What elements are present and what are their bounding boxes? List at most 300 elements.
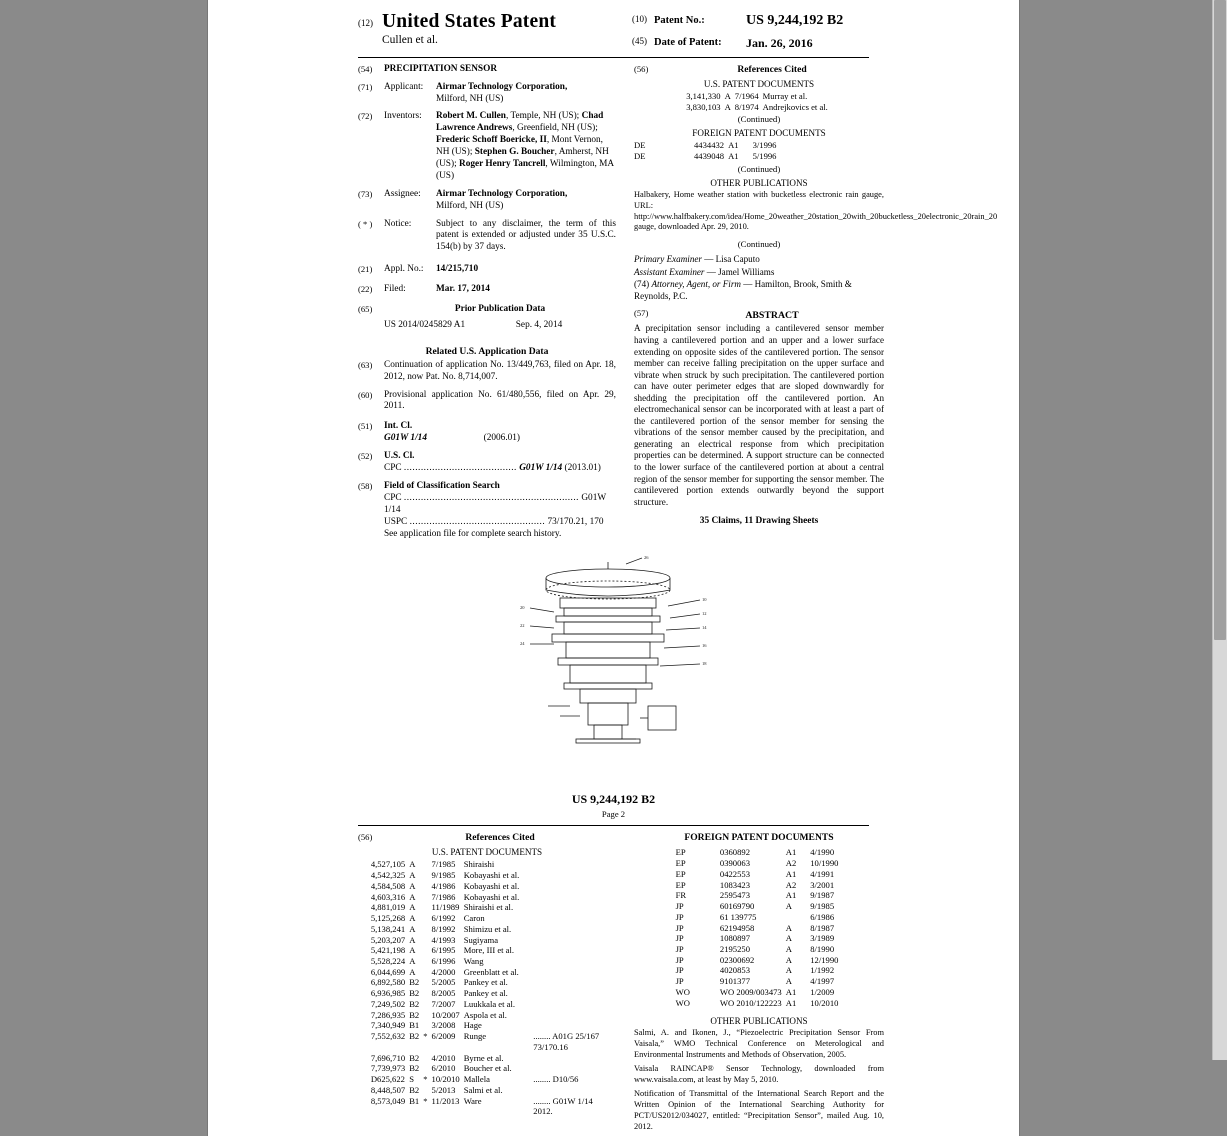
- date-cell: 10/2007: [431, 1009, 460, 1020]
- table-row: [371, 1031, 603, 1042]
- cpc-value: G01W 1/14: [519, 463, 563, 474]
- doc-number-cell: 2595473: [719, 890, 750, 901]
- search-note: See application file for complete search history.: [384, 528, 562, 539]
- table-row: [371, 1042, 603, 1053]
- search-uspc-row: [384, 517, 616, 529]
- kind-code-cell: A1: [785, 868, 797, 879]
- doc-number-cell: 9101377: [719, 976, 750, 987]
- prior-publication-date: Sep. 4, 2014: [515, 319, 563, 330]
- cpc-dots: ........................................: [403, 463, 517, 474]
- kind-code-cell: A: [724, 90, 731, 101]
- assignee-cell: Aspola et al.: [463, 1009, 507, 1020]
- code-10: (10): [632, 14, 647, 24]
- country-cell: EP: [675, 879, 686, 890]
- field-applicant: [358, 82, 616, 106]
- assignee-cell: Luukkala et al.: [463, 998, 515, 1009]
- primary-examiner-name: Lisa Caputo: [715, 254, 760, 265]
- date-cell: 10/2010: [431, 1074, 460, 1085]
- primary-examiner-label: Primary Examiner: [634, 254, 702, 265]
- table-row: [371, 1085, 603, 1096]
- date-cell: 3/1989: [810, 933, 835, 944]
- table-row: [371, 956, 603, 967]
- page2-code-56: (56): [358, 832, 373, 843]
- assignee-value: [436, 189, 616, 213]
- asterisk-cell: [423, 892, 431, 903]
- code-22: (22): [358, 284, 373, 295]
- patent-number-cell: 3,141,330: [686, 90, 721, 101]
- search-uspc-value: 73/170.21, 170: [547, 516, 604, 527]
- date-of-patent: Jan. 26, 2016: [746, 36, 813, 51]
- svg-text:16: 16: [702, 643, 707, 649]
- date-cell: 4/1990: [810, 847, 835, 858]
- kind-code-cell: A1: [728, 140, 739, 151]
- table-row: [676, 955, 843, 966]
- svg-text:18: 18: [702, 661, 707, 667]
- country-cell: JP: [675, 954, 684, 965]
- table-row: [371, 1053, 603, 1064]
- kind-code-cell: A: [409, 902, 416, 913]
- us-patent-documents-table: [686, 91, 832, 112]
- doc-number-cell: 0422553: [719, 868, 750, 879]
- assignee-cell: Wang: [463, 956, 484, 966]
- search-cpc-value: G01W 1/14: [384, 492, 606, 515]
- doc-number-cell: 0360892: [719, 847, 750, 858]
- patent-number-cell: 5,421,198: [370, 945, 406, 956]
- date-cell: 1/2009: [810, 986, 835, 997]
- header-right: [620, 12, 882, 52]
- assignee-cell: Kobayashi et al.: [463, 891, 520, 902]
- table-row: [676, 976, 843, 987]
- code-52: (52): [358, 451, 373, 462]
- table-row: [676, 901, 843, 912]
- class-cell: [523, 913, 603, 924]
- page2-columns: [208, 826, 1019, 1135]
- patent-number-cell: 5,203,207: [370, 934, 406, 945]
- class-cell: [523, 967, 603, 978]
- asterisk-cell: [423, 1106, 431, 1117]
- kind-code-cell: [409, 1106, 423, 1117]
- kind-code-cell: A: [409, 934, 416, 945]
- date-cell: 7/1985: [431, 859, 456, 870]
- class-cell: [523, 977, 603, 988]
- patent-number-cell: 5,125,268: [370, 913, 406, 924]
- asterisk-cell: [423, 1010, 431, 1021]
- kind-code-cell: A: [409, 870, 416, 881]
- kind-code-cell: A1: [785, 847, 797, 858]
- date-of-patent-label: Date of Patent:: [654, 37, 722, 49]
- applicant-value: [436, 82, 616, 106]
- search-uspc-dots: ................................................: [409, 516, 546, 527]
- date-cell: 3/2001: [810, 879, 835, 890]
- kind-code-cell: A: [409, 923, 416, 934]
- right-column: [626, 63, 998, 547]
- class-cell: [523, 870, 603, 881]
- country-cell: FR: [675, 890, 687, 901]
- svg-text:24: 24: [520, 641, 525, 647]
- attorney-row: (74) Attorney, Agent, or Firm — Hamilton, Brook, Smith & Reynolds, P.C.: [634, 278, 852, 302]
- asterisk-cell: [423, 913, 431, 924]
- asterisk-cell: [423, 1053, 431, 1064]
- continued-marker-1: (Continued): [737, 114, 781, 125]
- kind-code-cell: B2: [409, 1063, 420, 1074]
- asterisk-cell: [423, 859, 431, 870]
- kind-code-cell: [786, 912, 801, 923]
- patent-number-cell: 5,138,241: [370, 923, 406, 934]
- table-row: [371, 1074, 603, 1085]
- table-row: [371, 1010, 603, 1021]
- notice-label: Notice:: [384, 218, 412, 229]
- field-us-cl: [358, 451, 616, 475]
- page2-references-cited-head: References Cited: [465, 832, 535, 844]
- assignee-cell: Sugiyama: [463, 934, 499, 945]
- kind-code-cell: A: [409, 913, 416, 924]
- kind-code-cell: [409, 1042, 423, 1053]
- other-publication-item: Halbakery, Home weather station with bucketless electronic rain gauge, URL: http://www.halfbakery.com/idea/Home_20weather_20station_20with_20bucketless_20electronic_20rain_20 gauge, downloaded Apr. 29, 2010.: [634, 189, 998, 232]
- page2-right-column: [626, 832, 884, 1135]
- kind-code-cell: A: [409, 966, 416, 977]
- search-uspc-label: USPC: [384, 516, 408, 527]
- date-cell: 4/2000: [431, 966, 456, 977]
- kind-code-cell: A: [409, 859, 416, 870]
- code-74: (74): [634, 278, 650, 289]
- code-54: (54): [358, 63, 373, 74]
- patent-number-cell: 4,881,019: [370, 902, 406, 913]
- svg-text:22: 22: [520, 623, 525, 629]
- kind-code-cell: A1: [728, 150, 739, 161]
- kind-code-cell: A2: [785, 858, 797, 869]
- kind-code-cell: B2: [409, 1031, 420, 1042]
- class-cell: ........ A01G 25/167: [533, 1031, 600, 1042]
- kind-code-cell: B2: [409, 1084, 420, 1095]
- date-cell: 10/1990: [810, 858, 839, 869]
- svg-text:10: 10: [702, 597, 707, 603]
- attorney-label: Attorney, Agent, or Firm: [651, 278, 741, 289]
- svg-text:14: 14: [702, 625, 707, 631]
- assignee-cell: Mallela: [463, 1074, 490, 1085]
- patent-header: [208, 6, 1019, 52]
- attorney-name: Hamilton, Brook, Smith & Reynolds, P.C.: [634, 278, 852, 302]
- date-cell: 8/1992: [431, 923, 456, 934]
- patent-no-label: Patent No.:: [654, 15, 705, 26]
- page2-patent-number: US 9,244,192 B2: [571, 792, 656, 807]
- patent-page: [208, 0, 1019, 1136]
- code-45: (45): [632, 36, 647, 47]
- cpc-row: [384, 463, 616, 475]
- notice-text: Subject to any disclaimer, the term of this patent is extended or adjusted under 35 U.S.C. 154(b) by 37 days.: [436, 218, 616, 253]
- abstract-head: ABSTRACT: [745, 310, 799, 322]
- page2-foreign-table: [676, 847, 843, 1008]
- asterisk-cell: [423, 988, 431, 999]
- assistant-examiner-name: Jamel Williams: [718, 266, 775, 277]
- patent-number-cell: [371, 1042, 409, 1053]
- patent-number-cell: 4,542,325: [370, 870, 406, 881]
- applicant-label: Applicant:: [384, 81, 424, 92]
- class-cell: [523, 999, 603, 1010]
- figure-drawing: [208, 556, 1019, 766]
- patent-number-cell: 4,603,316: [370, 891, 406, 902]
- asterisk-cell: *: [423, 1095, 428, 1106]
- foreign-patent-documents-head: FOREIGN PATENT DOCUMENTS: [692, 128, 826, 139]
- table-row: [676, 987, 843, 998]
- assignee-cell: Byrne et al.: [463, 1052, 504, 1063]
- continued-marker-3: (Continued): [737, 239, 781, 250]
- class-cell: [523, 956, 603, 967]
- scrollbar-thumb[interactable]: [1214, 0, 1226, 640]
- country-cell: DE: [634, 150, 646, 161]
- doc-number-cell: 2195250: [719, 944, 750, 954]
- field-of-search-label: Field of Classification Search: [384, 480, 500, 491]
- patent-number-cell: 6,936,985: [370, 988, 406, 999]
- appl-no-value: 14/215,710: [436, 264, 479, 275]
- country-cell: JP: [675, 965, 684, 976]
- doc-number-cell: 4439048: [694, 150, 725, 161]
- patent-number-cell: 7,249,502: [370, 998, 406, 1009]
- assignee-city: Milford, NH (US): [436, 200, 504, 211]
- date-cell: 6/2010: [431, 1063, 456, 1074]
- doc-number-cell: WO 2009/003473: [719, 986, 782, 997]
- class-cell: [523, 1085, 603, 1096]
- assignee-cell: Shiraishi: [463, 859, 495, 870]
- kind-code-cell: A1: [785, 997, 797, 1008]
- asterisk-cell: [423, 870, 431, 881]
- table-row: [686, 102, 832, 113]
- code-51: (51): [358, 421, 373, 432]
- related-60-text: Provisional application No. 61/480,556, filed on Apr. 29, 2011.: [384, 389, 616, 412]
- table-row: [676, 944, 843, 955]
- country-cell: JP: [675, 944, 684, 954]
- kind-code-cell: A: [409, 945, 416, 956]
- class-cell: ........ D10/56: [533, 1074, 579, 1085]
- kind-code-cell: B1: [409, 1095, 420, 1106]
- patent-number-cell: 7,552,632: [370, 1031, 406, 1042]
- date-cell: 9/1985: [810, 901, 835, 912]
- date-cell: 8/2005: [431, 988, 456, 999]
- date-cell: 5/1996: [752, 150, 777, 161]
- table-row: [371, 988, 603, 999]
- date-cell: 11/1989: [431, 902, 460, 913]
- kind-code-cell: B2: [409, 998, 420, 1009]
- patent-figure-svg: [208, 556, 1019, 766]
- doc-number-cell: 62194958: [719, 922, 755, 933]
- asterisk-cell: [423, 1042, 431, 1053]
- date-cell: [432, 1042, 464, 1053]
- filed-value: Mar. 17, 2014: [436, 284, 490, 295]
- doc-number-cell: 4020853: [719, 965, 750, 976]
- code-65: (65): [358, 304, 373, 315]
- country-cell: DE: [634, 140, 646, 151]
- patent-number-cell: 7,340,949: [370, 1020, 406, 1031]
- table-row: [371, 924, 603, 935]
- date-cell: 9/1987: [810, 890, 835, 901]
- int-cl-value: G01W 1/14: [384, 433, 427, 444]
- date-cell: 4/2010: [431, 1052, 456, 1063]
- date-cell: 7/1964: [734, 90, 759, 101]
- table-row: [371, 967, 603, 978]
- date-cell: 12/1990: [810, 954, 839, 965]
- asterisk-cell: [423, 967, 431, 978]
- class-cell: [523, 892, 603, 903]
- doc-number-cell: 0390063: [719, 858, 750, 869]
- table-row: [676, 847, 843, 858]
- kind-code-cell: A: [785, 965, 792, 976]
- patent-number-cell: 8,448,507: [370, 1084, 406, 1095]
- claims-drawings-line: 35 Claims, 11 Drawing Sheets: [699, 516, 819, 527]
- country-cell: JP: [675, 976, 684, 987]
- table-row: [371, 1106, 603, 1117]
- page2-us-docs-table: [371, 859, 603, 1117]
- class-cell: 73/170.16: [533, 1041, 568, 1052]
- table-row: [676, 965, 843, 976]
- date-cell: 7/2007: [431, 998, 456, 1009]
- patent-number-cell: 6,892,580: [370, 977, 406, 988]
- field-search: [358, 481, 616, 540]
- date-cell: 4/1991: [810, 868, 835, 879]
- country-cell: EP: [675, 847, 686, 858]
- patent-number-cell: [371, 1106, 409, 1117]
- table-row: [676, 869, 843, 880]
- us-patent-documents-head: U.S. PATENT DOCUMENTS: [703, 78, 815, 89]
- table-row: [676, 890, 843, 901]
- doc-number-cell: 02300692: [719, 954, 755, 965]
- country-cell: JP: [675, 922, 684, 933]
- patent-number-cell: 4,584,508: [370, 880, 406, 891]
- cpc-label: CPC: [384, 463, 402, 474]
- date-cell: 9/1985: [431, 870, 456, 881]
- other-publication-item: Notification of Transmittal of the International Search Report and the Written Opinion of the International Searching Authority for PCT/US2012/034027, entitled: “Precipitation Sensor”, mailed Aug. 10, 2012.: [634, 1089, 884, 1131]
- appl-no-label: Appl. No.:: [384, 264, 424, 275]
- code-71: (71): [358, 81, 373, 92]
- kind-code-cell: A: [724, 101, 731, 112]
- table-row: [371, 870, 603, 881]
- country-cell: JP: [675, 901, 684, 912]
- page2-left-column: [358, 832, 626, 1135]
- kind-code-cell: B1: [409, 1020, 420, 1031]
- references-cited-head: References Cited: [737, 63, 807, 75]
- scrollbar[interactable]: [1212, 0, 1227, 1060]
- asterisk-cell: [423, 881, 431, 892]
- other-publication-item: Vaisala RAINCAP® Sensor Technology, downloaded from www.vaisala.com, at least by May 5, 2010.: [634, 1064, 884, 1085]
- invention-title: PRECIPITATION SENSOR: [384, 63, 498, 74]
- table-row: [686, 91, 832, 102]
- left-column: [358, 64, 626, 547]
- kind-code-cell: A: [785, 976, 792, 987]
- int-cl-label: Int. Cl.: [384, 421, 413, 432]
- kind-code-cell: B2: [409, 1009, 420, 1020]
- code-63: (63): [358, 359, 373, 370]
- country-cell: WO: [675, 986, 690, 997]
- applicant-city: Milford, NH (US): [436, 93, 504, 104]
- filed-label: Filed:: [384, 284, 406, 295]
- asterisk-cell: [423, 999, 431, 1010]
- svg-text:26: 26: [644, 556, 649, 561]
- patent-number-cell: 4,527,105: [370, 859, 406, 870]
- page2-foreign-head: FOREIGN PATENT DOCUMENTS: [684, 832, 834, 844]
- header-left: [358, 12, 620, 52]
- related-63: [358, 360, 616, 384]
- code-73: (73): [358, 188, 373, 199]
- asterisk-cell: [423, 1085, 431, 1096]
- class-cell: [523, 1020, 603, 1031]
- date-cell: 3/1996: [752, 140, 777, 151]
- country-cell: JP: [675, 933, 684, 944]
- table-row: [676, 912, 843, 923]
- doc-number-cell: 1083423: [719, 879, 750, 890]
- related-63-text: Continuation of application No. 13/449,763, filed on Apr. 18, 2012, now Pat. No. 8,714,007.: [384, 359, 616, 382]
- class-cell: [523, 945, 603, 956]
- kind-code-cell: A: [785, 922, 792, 933]
- assignee-cell: Murray et al.: [762, 90, 808, 101]
- asterisk-cell: *: [423, 1074, 428, 1085]
- date-cell: 5/2005: [431, 977, 456, 988]
- search-cpc-row: [384, 493, 616, 517]
- date-cell: 11/2013: [431, 1095, 460, 1106]
- kind-code-cell: A2: [785, 879, 797, 890]
- inventor-line: Cullen et al.: [382, 34, 438, 47]
- class-cell: [523, 988, 603, 999]
- assignee-cell: Shiraishi et al.: [463, 902, 514, 913]
- inventors-label: Inventors:: [384, 111, 422, 122]
- svg-text:20: 20: [520, 605, 525, 611]
- assignee-cell: Shimizu et al.: [463, 923, 512, 934]
- doc-number-cell: 60169790: [719, 901, 755, 912]
- date-cell: 4/1993: [431, 934, 456, 945]
- class-cell: [523, 1053, 603, 1064]
- cpc-year: (2013.01): [564, 463, 601, 474]
- field-int-cl: [358, 421, 616, 445]
- assignee-cell: Ware: [463, 1095, 482, 1106]
- svg-text:12: 12: [702, 611, 707, 617]
- page2-other-head: OTHER PUBLICATIONS: [710, 1016, 808, 1027]
- patent-number-cell: 7,696,710: [370, 1052, 406, 1063]
- asterisk-cell: *: [423, 1031, 428, 1042]
- assignee-cell: Kobayashi et al.: [463, 880, 520, 891]
- assignee-cell: [464, 1106, 524, 1117]
- field-filed: [358, 284, 616, 296]
- doc-number-cell: 61 139775: [719, 911, 757, 922]
- asterisk-cell: [423, 935, 431, 946]
- kind-code-cell: B2: [409, 988, 420, 999]
- field-notice: [358, 219, 616, 255]
- kind-code-cell: A: [409, 891, 416, 902]
- asterisk-cell: [423, 945, 431, 956]
- country-cell: JP: [675, 911, 684, 922]
- field-inventors: [358, 111, 616, 182]
- asterisk-cell: [423, 1063, 431, 1074]
- table-row: [371, 881, 603, 892]
- assistant-examiner-row: Assistant Examiner — Jamel Williams: [634, 266, 775, 277]
- asterisk-cell: [423, 956, 431, 967]
- date-cell: 7/1986: [431, 891, 456, 902]
- field-title: [358, 64, 616, 76]
- prior-publication-head: Prior Publication Data: [454, 304, 546, 315]
- other-publications-head: OTHER PUBLICATIONS: [710, 177, 808, 188]
- kind-code-cell: A1: [785, 890, 797, 901]
- class-cell: [523, 935, 603, 946]
- abstract-text: A precipitation sensor including a cantilevered sensor member having a cantilevered portion and an upper and a lower surface extending on opposite sides of the cantilevered portion. The sensor member can receive falling precipitation on the upper surface and vibrate when struck by such precipitation. The cantilevered portion can have outer perimeter edges that are sloped downwardly for shedding the precipitation off the cantilevered portion. An electromechanical sensor can be incorporated with at least a part of the cantilevered portion of the sensor member for sensing the vibrations of the sensor member caused by the precipitation, and generating an electrical response from which precipitation properties can be determined. A support structure can be connected to the lower surface of the cantilevered portion at about a central region of the sensor member for supporting the sensor member. The cantilevered portion extends outwardly beyond the support structure.: [634, 323, 884, 507]
- patent-number-cell: 6,044,699: [370, 966, 406, 977]
- table-row: [634, 140, 780, 151]
- code-12: (12): [358, 18, 373, 28]
- date-cell: 6/1995: [431, 945, 456, 956]
- page2-other-publications: [634, 1028, 884, 1132]
- page2-label: Page 2: [601, 809, 626, 820]
- primary-examiner-row: Primary Examiner — Lisa Caputo: [634, 254, 760, 265]
- assignee-cell: [464, 1042, 524, 1053]
- date-cell: 3/2008: [431, 1020, 456, 1031]
- class-cell: [523, 924, 603, 935]
- date-cell: 5/2013: [431, 1084, 456, 1095]
- table-row: [371, 1063, 603, 1074]
